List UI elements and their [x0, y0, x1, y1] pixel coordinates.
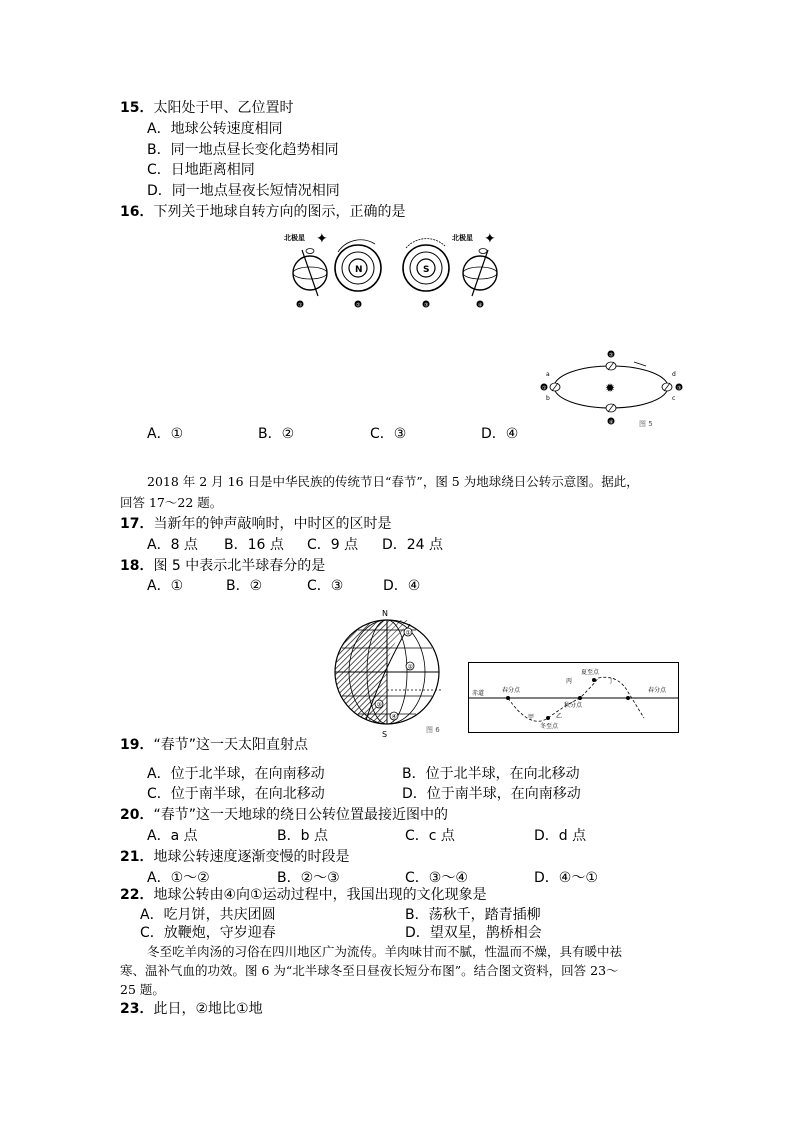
- spring-equinox-left-label: 春分点: [502, 687, 521, 694]
- q21-option-d: D．④～①: [534, 870, 598, 886]
- q19-stem: 19．“春节”这一天太阳直射点: [120, 737, 308, 753]
- q22-stem: 22．地球公转由④向①运动过程中，我国出现的文化现象是: [120, 887, 487, 903]
- intro-23-line-2: 寒、温补气血的功效。图 6 为“北半球冬至日昼夜长短分布图”。结合图文资料，回答 23～: [120, 963, 619, 978]
- q17-option-a: A．8 点: [147, 537, 198, 553]
- bing-label: 丙: [566, 678, 573, 685]
- q18-option-b: B．②: [226, 578, 263, 594]
- q16-option-a: A．①: [147, 426, 184, 442]
- q17-option-b: B．16 点: [224, 537, 284, 553]
- fig5-letter-c: c: [672, 395, 676, 402]
- q15-option-d: D．同一地点昼夜长短情况相同: [147, 183, 340, 199]
- fig5-caption: 图 5: [639, 420, 653, 428]
- q20-option-b: B．b 点: [277, 828, 328, 844]
- q22-option-b: B．荡秋千，踏青插柳: [405, 907, 541, 923]
- q17-stem: 17．当新年的钟声敲响时，中时区的区时是: [120, 516, 392, 532]
- fig6-marker-4: ④: [391, 713, 397, 721]
- fig6-marker-2: ②: [407, 663, 413, 671]
- spring-equinox-right-label: 春分点: [648, 687, 667, 694]
- q16-option-d: D．④: [481, 426, 519, 442]
- polaris-label-4: 北极星: [452, 234, 473, 242]
- intro-23-line-3: 25 题。: [120, 982, 165, 997]
- north-pole-label: N: [355, 265, 363, 275]
- polaris-star-icon-4: ✦: [484, 231, 496, 247]
- q17-option-d: D．24 点: [382, 537, 444, 553]
- yi-label: 乙: [556, 713, 563, 720]
- fig6-marker-3: ③: [376, 701, 382, 709]
- q19-option-d: D．位于南半球，在向南移动: [402, 786, 581, 802]
- polaris-star-icon-1: ✦: [316, 231, 328, 247]
- sun-path-diagram: [468, 662, 680, 734]
- q17-option-c: C．9 点: [307, 537, 359, 553]
- fig6-marker-1: ①: [405, 629, 411, 637]
- q18-option-a: A．①: [147, 578, 184, 594]
- q16-globe-1: [284, 231, 328, 309]
- intro-17-line-2: 回答 17～22 题。: [120, 495, 223, 510]
- fig5-orbit-diagram: [538, 344, 688, 428]
- q22-option-c: C．放鞭炮，守岁迎春: [140, 925, 276, 941]
- q19-option-b: B．位于北半球，在向北移动: [402, 766, 580, 782]
- summer-solstice-label: 夏至点: [581, 669, 600, 676]
- ding-label: 丁: [608, 678, 615, 685]
- winter-solstice-label: 冬至点: [540, 723, 559, 730]
- fig5-point-4: ④: [609, 419, 614, 426]
- autumn-equinox-label: 秋分点: [564, 702, 583, 709]
- q16-globe-3: [403, 239, 449, 309]
- q21-stem: 21．地球公转速度逐渐变慢的时段是: [120, 849, 350, 865]
- q15-option-b: B．同一地点昼长变化趋势相同: [147, 142, 339, 158]
- fig5-letter-b: b: [546, 395, 550, 402]
- q21-option-c: C．③～④: [405, 870, 468, 886]
- sun-icon: ✹: [605, 381, 616, 395]
- q23-stem: 23．此日，②地比①地: [120, 1001, 263, 1017]
- intro-23-line-1: 冬至吃羊肉汤的习俗在四川地区广为流传。羊肉味甘而不腻，性温而不燥，具有暖中祛: [147, 944, 623, 959]
- q16-marker-1: ①: [298, 302, 303, 309]
- q21-option-a: A．①～②: [147, 870, 210, 886]
- q20-option-d: D．d 点: [534, 828, 587, 844]
- equator-label: 赤道: [472, 690, 485, 697]
- polaris-label-1: 北极星: [284, 234, 305, 242]
- fig5-letter-a: a: [546, 371, 550, 378]
- south-pole-label: S: [423, 265, 430, 275]
- q15-option-a: A．地球公转速度相同: [147, 121, 283, 137]
- q18-stem: 18．图 5 中表示北半球春分的是: [120, 558, 326, 574]
- q16-marker-3: ③: [424, 302, 429, 309]
- q22-option-a: A．吃月饼，共庆团圆: [140, 907, 276, 923]
- q20-stem: 20．“春节”这一天地球的绕日公转位置最接近图中的: [120, 807, 448, 823]
- q16-stem: 16．下列关于地球自转方向的图示，正确的是: [120, 204, 406, 220]
- q16-marker-4: ④: [478, 302, 483, 309]
- fig6-north-label: N: [382, 609, 388, 618]
- q20-option-c: C．c 点: [405, 828, 455, 844]
- q18-option-c: C．③: [307, 578, 344, 594]
- fig6-south-label: S: [382, 730, 388, 739]
- jia-label: 甲: [528, 714, 535, 721]
- q20-option-a: A．a 点: [147, 828, 198, 844]
- fig6-caption: 图 6: [426, 726, 440, 734]
- q19-option-c: C．位于南半球，在向北移动: [147, 786, 325, 802]
- q22-option-d: D．望双星，鹊桥相会: [405, 925, 542, 941]
- q16-globe-2: [335, 240, 381, 309]
- q16-option-c: C．③: [370, 426, 407, 442]
- q16-option-b: B．②: [258, 426, 295, 442]
- q21-option-b: B．②～③: [277, 870, 340, 886]
- fig5-point-1: ①: [542, 385, 547, 392]
- q19-option-a: A．位于北半球，在向南移动: [147, 766, 325, 782]
- fig5-point-2: ②: [609, 352, 614, 359]
- fig5-point-3: ③: [677, 385, 682, 392]
- q16-rotation-figure: [280, 228, 520, 318]
- q15-stem: 15．太阳处于甲、乙位置时: [120, 100, 294, 116]
- q18-option-d: D．④: [383, 578, 421, 594]
- q15-option-c: C．日地距离相同: [147, 162, 255, 178]
- fig5-letter-d: d: [672, 371, 676, 378]
- intro-17-line-1: 2018 年 2 月 16 日是中华民族的传统节日“春节”，图 5 为地球绕日公转示意图。据此，: [147, 474, 639, 489]
- q16-marker-2: ②: [356, 302, 361, 309]
- fig6-globe-diagram: [330, 606, 450, 740]
- q16-globe-4: [452, 231, 497, 309]
